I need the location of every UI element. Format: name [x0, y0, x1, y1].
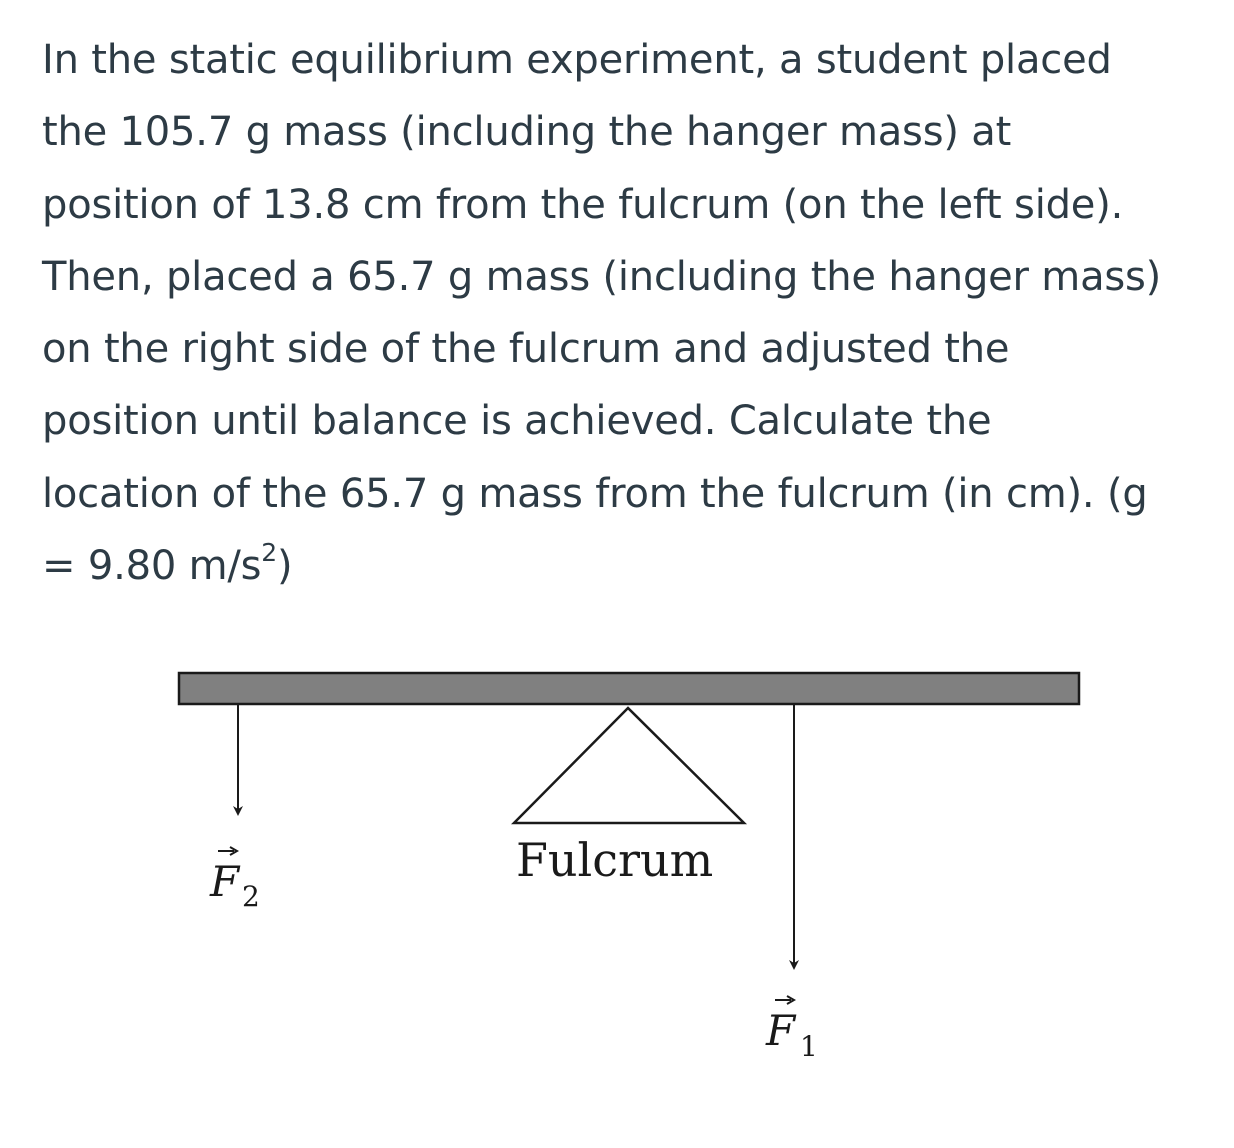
- fulcrum-label: Fulcrum: [516, 833, 714, 887]
- question-line: In the static equilibrium experiment, a student placed: [42, 37, 1112, 83]
- question-line: location of the 65.7 g mass from the fulcrum (in cm). (g: [42, 470, 1148, 517]
- question-line: Then, placed a 65.7 g mass (including the hanger mass): [42, 253, 1162, 300]
- question-line: the 105.7 g mass (including the hanger mass) at: [42, 109, 1012, 156]
- lever-beam: [179, 673, 1079, 704]
- question-line: position of 13.8 cm from the fulcrum (on the left side).: [42, 181, 1124, 228]
- gravity-close-paren: ): [277, 543, 293, 590]
- force-symbol-left: F: [210, 857, 240, 906]
- force-label-right: [765, 996, 818, 1063]
- force-subscript-left: 2: [242, 880, 260, 913]
- gravity-exponent: 2: [261, 537, 278, 567]
- question-line: position until balance is achieved. Calculate the: [42, 398, 992, 445]
- force-subscript-right: 1: [800, 1030, 818, 1063]
- force-symbol-right: F: [766, 1006, 796, 1055]
- question-line: on the right side of the fulcrum and adjusted the: [42, 326, 1010, 373]
- fulcrum-triangle: [514, 708, 744, 823]
- gravity-value: = 9.80 m/s: [42, 543, 262, 590]
- force-label-left: [209, 847, 260, 913]
